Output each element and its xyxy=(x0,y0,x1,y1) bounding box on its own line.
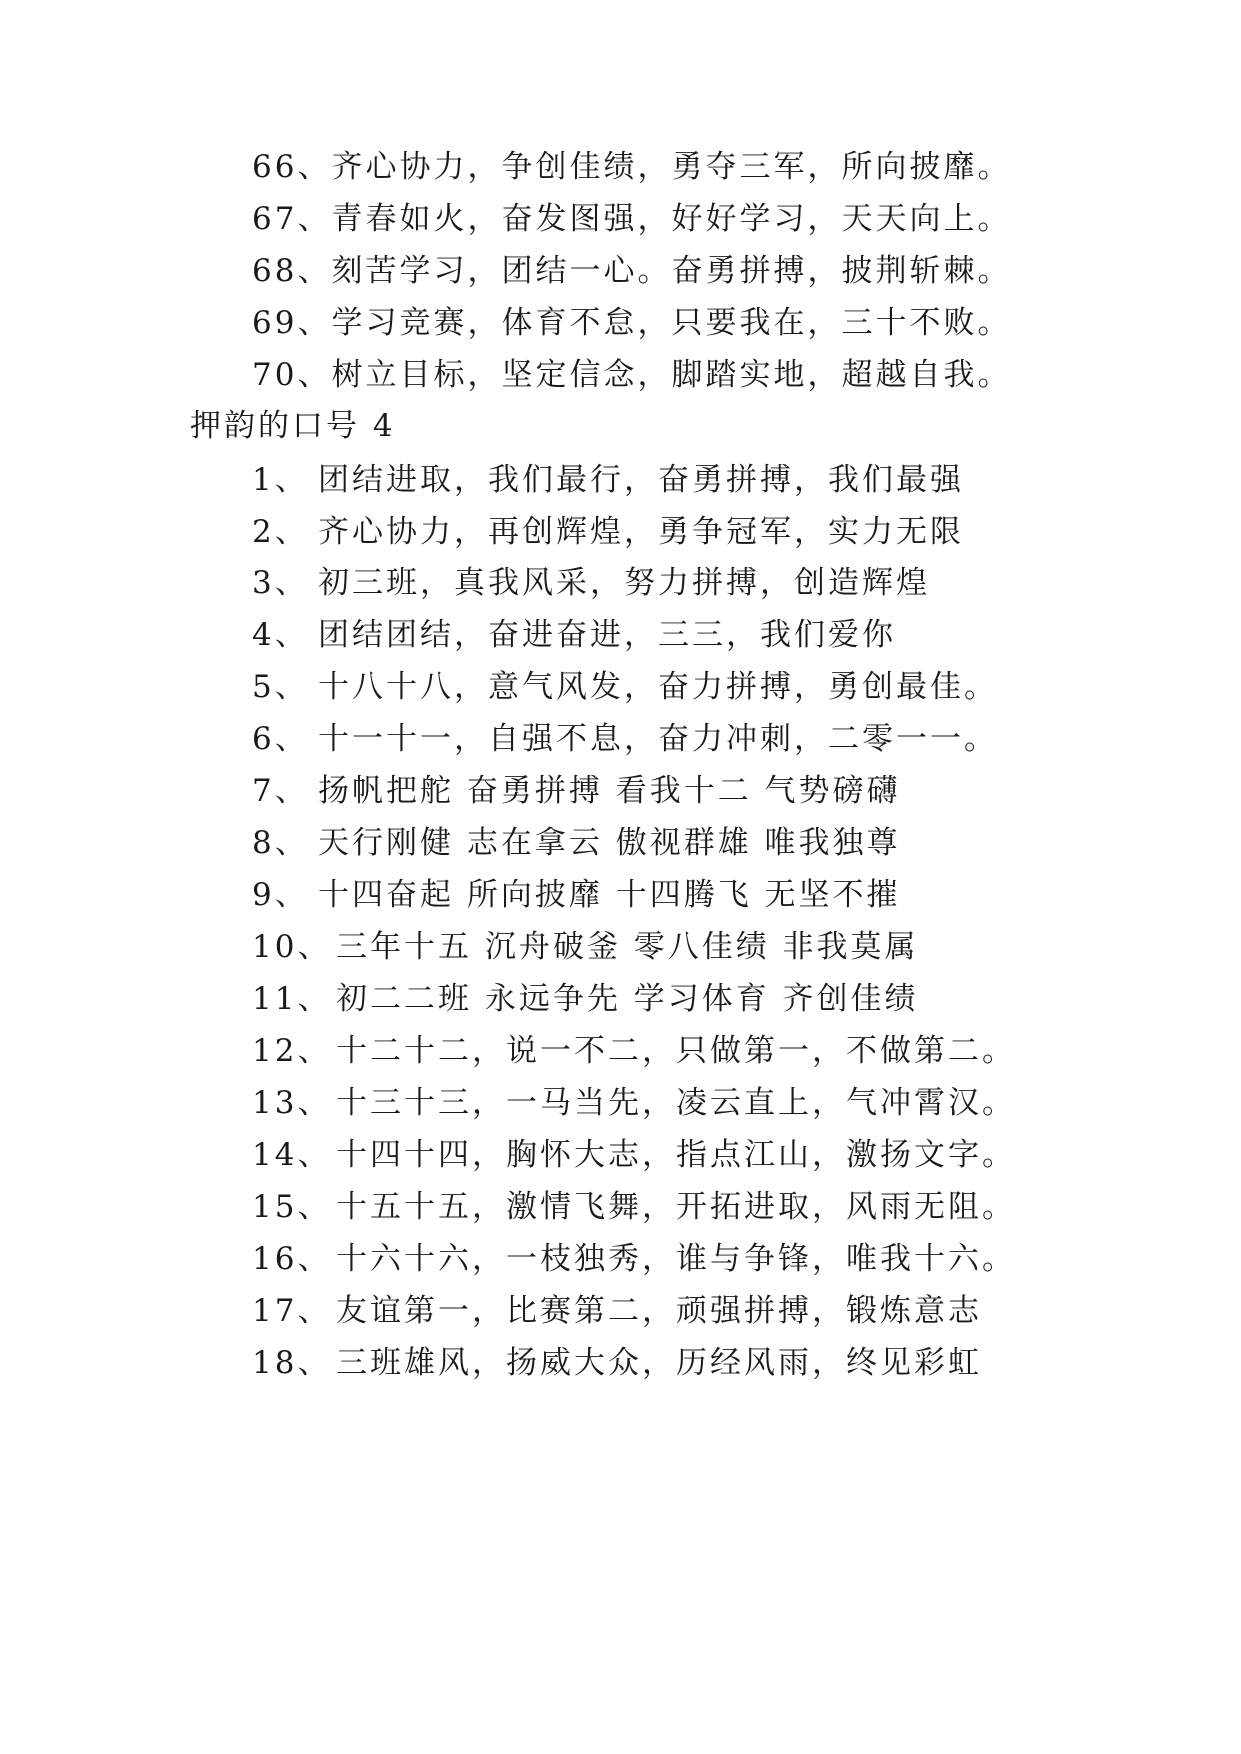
item-text: 齐心协力，再创辉煌，勇争冠军，实力无限 xyxy=(318,514,964,550)
item-text: 齐心协力，争创佳绩，勇夺三军，所向披靡。 xyxy=(331,149,1012,185)
section-heading: 押韵的口号 4 xyxy=(190,408,396,444)
item-number: 6、 xyxy=(252,721,309,757)
list-item xyxy=(252,814,901,872)
list-item xyxy=(252,970,919,1028)
list-item xyxy=(252,710,998,768)
list-item xyxy=(252,451,964,509)
item-number: 67、 xyxy=(252,201,332,237)
list-item xyxy=(252,503,964,561)
item-number: 18、 xyxy=(252,1345,332,1381)
item-text: 十六十六，一枝独秀，谁与争锋，唯我十六。 xyxy=(336,1241,1016,1277)
list-item xyxy=(252,242,1011,300)
item-text: 十五十五，激情飞舞，开拓进取，风雨无阻。 xyxy=(336,1189,1016,1225)
item-text: 初二二班 永远争先 学习体育 齐创佳绩 xyxy=(336,981,919,1017)
item-text: 初三班，真我风采，努力拼搏，创造辉煌 xyxy=(318,565,930,601)
item-number: 1、 xyxy=(252,462,309,498)
list-item xyxy=(252,1074,1016,1132)
list-item xyxy=(252,762,901,820)
item-text: 刻苦学习，团结一心。奋勇拼搏，披荆斩棘。 xyxy=(331,253,1012,289)
list-item xyxy=(252,1178,1016,1236)
item-text: 学习竞赛，体育不怠，只要我在，三十不败。 xyxy=(331,305,1012,341)
item-text: 青春如火，奋发图强，好好学习，天天向上。 xyxy=(331,201,1012,237)
list-item xyxy=(252,658,998,716)
item-text: 扬帆把舵 奋勇拼搏 看我十二 气势磅礴 xyxy=(318,773,901,809)
item-number: 10、 xyxy=(252,929,332,965)
item-number: 70、 xyxy=(252,357,332,393)
list-item xyxy=(252,346,1011,404)
item-text: 三班雄风，扬威大众，历经风雨，终见彩虹 xyxy=(336,1345,982,1381)
item-number: 2、 xyxy=(252,514,309,550)
list-item xyxy=(252,1282,982,1340)
list-item xyxy=(252,554,930,612)
item-number: 16、 xyxy=(252,1241,332,1277)
item-text: 树立目标，坚定信念，脚踏实地，超越自我。 xyxy=(331,357,1012,393)
item-number: 12、 xyxy=(252,1033,332,1069)
item-number: 7、 xyxy=(252,773,309,809)
item-text: 十四奋起 所向披靡 十四腾飞 无坚不摧 xyxy=(318,877,901,913)
item-text: 团结进取，我们最行，奋勇拼搏，我们最强 xyxy=(318,462,964,498)
item-text: 十三十三，一马当先，凌云直上，气冲霄汉。 xyxy=(336,1085,1016,1121)
list-item xyxy=(252,190,1011,248)
item-number: 5、 xyxy=(252,669,309,705)
item-number: 13、 xyxy=(252,1085,332,1121)
list-item xyxy=(252,138,1011,196)
list-item xyxy=(252,294,1011,352)
item-text: 团结团结，奋进奋进，三三，我们爱你 xyxy=(318,617,896,653)
list-item xyxy=(252,1230,1016,1288)
item-text: 十四十四，胸怀大志，指点江山，激扬文字。 xyxy=(336,1137,1016,1173)
item-text: 十八十八，意气风发，奋力拼搏，勇创最佳。 xyxy=(318,669,998,705)
item-text: 十二十二，说一不二，只做第一，不做第二。 xyxy=(336,1033,1016,1069)
item-number: 9、 xyxy=(252,877,309,913)
item-number: 68、 xyxy=(252,253,332,289)
list-item xyxy=(252,606,896,664)
item-number: 17、 xyxy=(252,1293,332,1329)
item-text: 三年十五 沉舟破釜 零八佳绩 非我莫属 xyxy=(336,929,919,965)
list-item xyxy=(252,1126,1016,1184)
item-number: 4、 xyxy=(252,617,309,653)
item-text: 十一十一，自强不息，奋力冲刺，二零一一。 xyxy=(318,721,998,757)
list-item xyxy=(252,1334,982,1392)
item-number: 11、 xyxy=(252,981,332,1017)
list-item xyxy=(252,918,919,976)
item-number: 14、 xyxy=(252,1137,332,1173)
list-item xyxy=(252,866,901,924)
item-text: 友谊第一，比赛第二，顽强拼搏，锻炼意志 xyxy=(336,1293,982,1329)
item-number: 15、 xyxy=(252,1189,332,1225)
item-number: 8、 xyxy=(252,825,309,861)
list-item xyxy=(252,1022,1016,1080)
item-number: 69、 xyxy=(252,305,332,341)
item-text: 天行刚健 志在拿云 傲视群雄 唯我独尊 xyxy=(318,825,901,861)
item-number: 66、 xyxy=(252,149,332,185)
item-number: 3、 xyxy=(252,565,309,601)
